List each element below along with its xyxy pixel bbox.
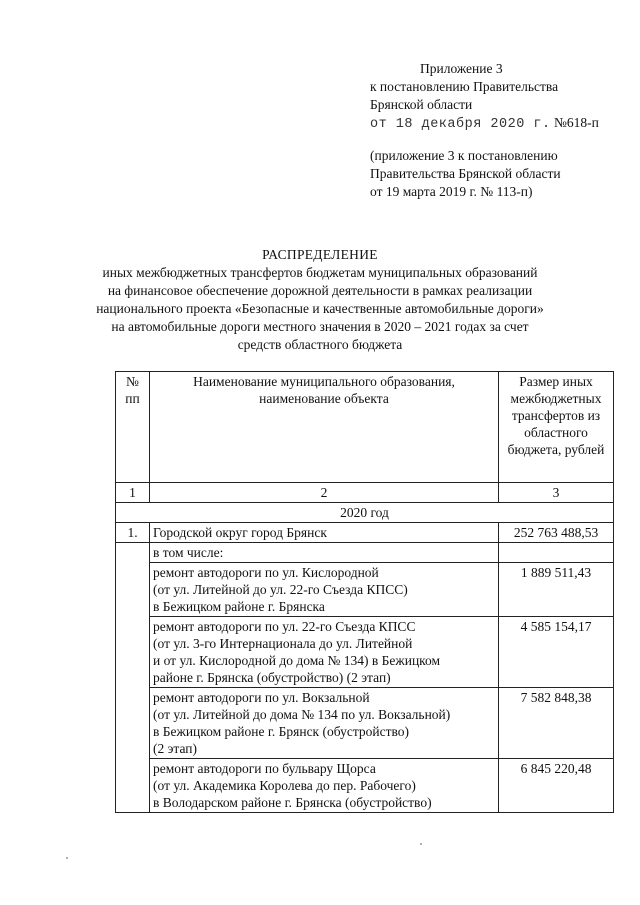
object-name — [150, 563, 499, 617]
empty-num-cell — [116, 543, 150, 813]
heading-line-3: национального проекта «Безопасные и качественные автомобильные дороги» — [96, 301, 544, 316]
object-line: ремонт автодороги по бульвару Щорса — [153, 761, 376, 776]
column-number-3: 3 — [499, 483, 614, 503]
table-row — [116, 688, 614, 759]
object-amount: 6 845 220,48 — [499, 759, 614, 813]
object-line: в Бежицком районе г. Брянска — [153, 599, 325, 614]
year-label: 2020 год — [116, 503, 614, 523]
year-row — [116, 503, 614, 523]
column-number-2: 2 — [150, 483, 499, 503]
appendix-block — [370, 60, 599, 132]
object-line: (от ул. Литейной до дома № 134 по ул. Вокзальной) — [153, 707, 451, 722]
scan-speck — [66, 857, 68, 859]
column-number-1: 1 — [116, 483, 150, 503]
previous-line-3: от 19 марта 2019 г. № 113-п) — [370, 184, 533, 199]
municipality-row — [116, 523, 614, 543]
header-size: Размер иных межбюджетных трансфертов из областного бюджета, рублей — [499, 372, 614, 483]
previous-version-note — [370, 147, 561, 201]
object-amount: 1 889 511,43 — [499, 563, 614, 617]
object-line: ремонт автодороги по ул. 22-го Съезда КПСС — [153, 619, 416, 634]
object-line: (от ул. Академика Королева до пер. Рабочего) — [153, 778, 416, 793]
table-row — [116, 617, 614, 688]
heading-line-2: на финансовое обеспечение дорожной деятельности в рамках реализации — [107, 283, 533, 298]
municipality-name: Городской округ город Брянск — [150, 523, 499, 543]
previous-line-1: (приложение 3 к постановлению — [370, 148, 558, 163]
document-title: РАСПРЕДЕЛЕНИЕ — [262, 247, 378, 262]
header-num: № пп — [116, 372, 150, 483]
object-name — [150, 759, 499, 813]
scan-speck — [420, 843, 422, 845]
municipality-amount: 252 763 488,53 — [499, 523, 614, 543]
object-line: (от ул. 3-го Интернационала до ул. Литейной — [153, 636, 413, 651]
object-name — [150, 617, 499, 688]
previous-line-2: Правительства Брянской области — [370, 166, 561, 181]
distribution-table — [115, 371, 614, 813]
appendix-line-2: Брянской области — [370, 97, 473, 112]
including-row — [116, 543, 614, 563]
object-line: (2 этап) — [153, 741, 198, 756]
appendix-date-line — [370, 114, 599, 132]
header-name: Наименование муниципального образования, наименование объекта — [150, 372, 499, 483]
appendix-number: №618-п — [554, 115, 599, 130]
object-amount: 7 582 848,38 — [499, 688, 614, 759]
object-amount: 4 585 154,17 — [499, 617, 614, 688]
appendix-line-1: к постановлению Правительства — [370, 79, 559, 94]
document-heading — [90, 246, 550, 354]
heading-line-1: иных межбюджетных трансфертов бюджетам муниципальных образований — [102, 265, 538, 280]
heading-line-5: средств областного бюджета — [237, 337, 403, 352]
table-row — [116, 759, 614, 813]
heading-line-4: на автомобильные дороги местного значения в 2020 – 2021 годах за счет — [111, 319, 529, 334]
appendix-date: от 18 декабря 2020 г. — [370, 117, 551, 132]
table-row — [116, 563, 614, 617]
including-amount-cell — [499, 543, 614, 563]
object-line: в Володарском районе г. Брянска (обустройство) — [153, 795, 432, 810]
object-line: (от ул. Литейной до ул. 22-го Съезда КПСС) — [153, 582, 408, 597]
object-line: и от ул. Кислородной до дома № 134) в Бежицком — [153, 653, 441, 668]
including-label: в том числе: — [150, 543, 499, 563]
appendix-title: Приложение 3 — [420, 61, 503, 76]
object-line: в Бежицком районе г. Брянск (обустройство) — [153, 724, 410, 739]
object-name — [150, 688, 499, 759]
object-line: ремонт автодороги по ул. Вокзальной — [153, 690, 370, 705]
column-number-row — [116, 483, 614, 503]
table-header-row — [116, 372, 614, 483]
municipality-num: 1. — [116, 523, 150, 543]
object-line: районе г. Брянска (обустройство) (2 этап) — [153, 670, 391, 685]
object-line: ремонт автодороги по ул. Кислородной — [153, 565, 379, 580]
